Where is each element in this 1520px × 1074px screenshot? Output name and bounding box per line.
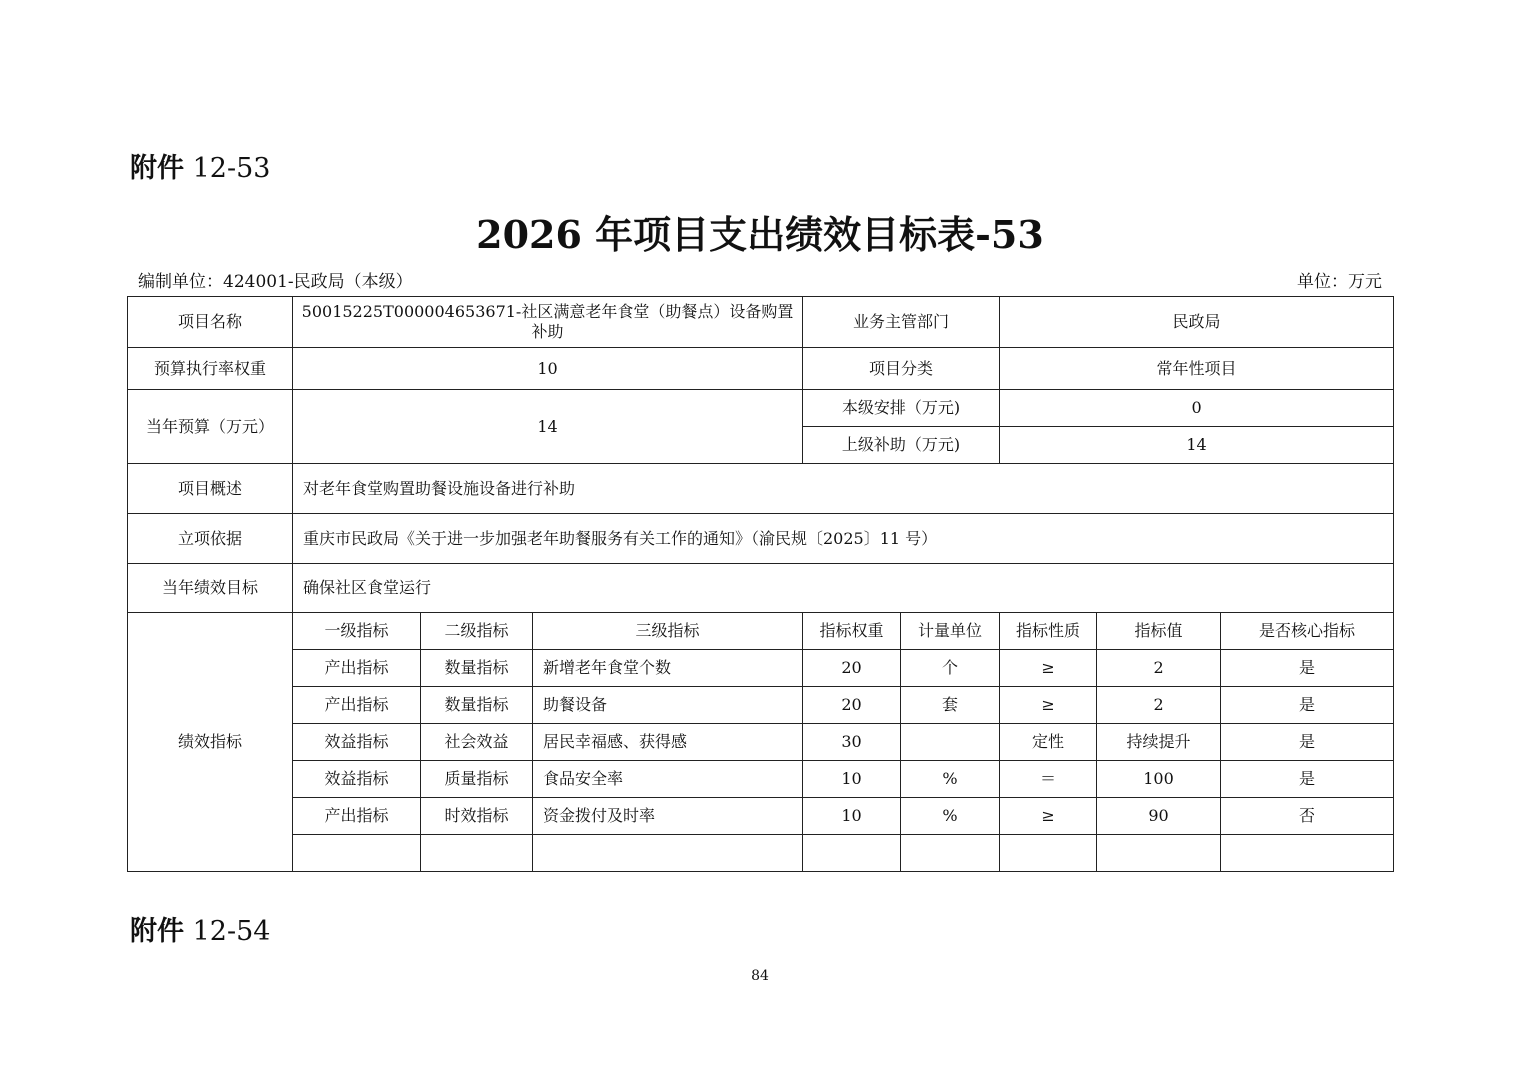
indicator-cell: 资金拨付及时率: [533, 798, 803, 835]
table-row: [128, 297, 1394, 348]
indicator-cell: 质量指标: [421, 761, 533, 798]
indicator-cell: ≥: [1000, 650, 1097, 687]
column-header: 二级指标: [421, 613, 533, 650]
indicator-cell: 30: [803, 724, 901, 761]
unit-label: 单位：万元: [1297, 272, 1382, 292]
indicator-row: [128, 761, 1394, 798]
indicator-cell: 是: [1221, 687, 1394, 724]
indicator-cell: [533, 835, 803, 872]
indicator-row-empty: [128, 835, 1394, 872]
indicator-cell: 定性: [1000, 724, 1097, 761]
indicator-cell: 是: [1221, 724, 1394, 761]
local-label: 本级安排（万元): [803, 390, 1000, 427]
table-row: [128, 348, 1394, 390]
indicator-cell: 2: [1097, 650, 1221, 687]
indicator-cell: 社会效益: [421, 724, 533, 761]
weight-value: 10: [293, 348, 803, 390]
indicator-cell: [901, 835, 1000, 872]
indicator-cell: [1097, 835, 1221, 872]
indicator-cell: ＝: [1000, 761, 1097, 798]
indicator-cell: ≥: [1000, 687, 1097, 724]
attachment-heading: [130, 146, 270, 185]
indicator-cell: 10: [803, 761, 901, 798]
indicator-row: [128, 798, 1394, 835]
indicator-row: [128, 687, 1394, 724]
indicator-cell: [901, 724, 1000, 761]
column-header: 一级指标: [293, 613, 421, 650]
overview-value: 对老年食堂购置助餐设施设备进行补助: [293, 464, 1394, 514]
indicator-cell: [1000, 835, 1097, 872]
indicator-cell: 产出指标: [293, 650, 421, 687]
column-header: 指标权重: [803, 613, 901, 650]
budget-label: 当年预算（万元）: [128, 390, 293, 464]
compiling-unit: 编制单位：424001-民政局（本级）: [138, 272, 413, 292]
column-header: 指标值: [1097, 613, 1221, 650]
indicator-cell: %: [901, 761, 1000, 798]
indicator-cell: 是: [1221, 650, 1394, 687]
indicator-cell: 20: [803, 650, 901, 687]
indicator-cell: 90: [1097, 798, 1221, 835]
superior-value: 14: [1000, 427, 1394, 464]
project-name-label: 项目名称: [128, 297, 293, 348]
indicator-cell: 数量指标: [421, 650, 533, 687]
indicator-cell: 100: [1097, 761, 1221, 798]
budget-value: 14: [293, 390, 803, 464]
indicator-header-row: [128, 613, 1394, 650]
superior-label: 上级补助（万元): [803, 427, 1000, 464]
column-header: 计量单位: [901, 613, 1000, 650]
column-header: 是否核心指标: [1221, 613, 1394, 650]
table-row: [128, 564, 1394, 613]
page-number: 84: [751, 968, 769, 984]
indicator-cell: 数量指标: [421, 687, 533, 724]
indicator-cell: 是: [1221, 761, 1394, 798]
indicator-cell: 20: [803, 687, 901, 724]
performance-target-table: [127, 296, 1394, 872]
table-row: [128, 514, 1394, 564]
category-label: 项目分类: [803, 348, 1000, 390]
dept-label: 业务主管部门: [803, 297, 1000, 348]
indicator-cell: [293, 835, 421, 872]
indicator-cell: %: [901, 798, 1000, 835]
indicator-cell: 时效指标: [421, 798, 533, 835]
indicator-cell: 新增老年食堂个数: [533, 650, 803, 687]
indicator-cell: [803, 835, 901, 872]
dept-value: 民政局: [1000, 297, 1394, 348]
goal-label: 当年绩效目标: [128, 564, 293, 613]
overview-label: 项目概述: [128, 464, 293, 514]
goal-value: 确保社区食堂运行: [293, 564, 1394, 613]
indicator-cell: [1221, 835, 1394, 872]
indicator-cell: 产出指标: [293, 687, 421, 724]
indicator-cell: 产出指标: [293, 798, 421, 835]
indicator-row: [128, 650, 1394, 687]
indicator-cell: ≥: [1000, 798, 1097, 835]
attachment-number: 12-54: [192, 916, 271, 947]
next-attachment-heading: [130, 909, 270, 948]
column-header: 指标性质: [1000, 613, 1097, 650]
page-title: 2026 年项目支出绩效目标表-53: [476, 212, 1044, 257]
attachment-label: 附件: [130, 916, 184, 947]
local-value: 0: [1000, 390, 1394, 427]
indicator-cell: 持续提升: [1097, 724, 1221, 761]
table-row: [128, 390, 1394, 427]
project-name-value: 50015225T000004653671-社区满意老年食堂（助餐点）设备购置补助: [293, 297, 803, 348]
indicator-cell: 套: [901, 687, 1000, 724]
indicator-cell: 效益指标: [293, 761, 421, 798]
basis-value: 重庆市民政局《关于进一步加强老年助餐服务有关工作的通知》（渝民规〔2025〕11 号）: [293, 514, 1394, 564]
indicator-cell: 助餐设备: [533, 687, 803, 724]
weight-label: 预算执行率权重: [128, 348, 293, 390]
attachment-number: 12-53: [192, 153, 271, 184]
indicator-cell: 10: [803, 798, 901, 835]
attachment-label: 附件: [130, 153, 184, 184]
indicator-cell: [421, 835, 533, 872]
indicator-cell: 2: [1097, 687, 1221, 724]
indicator-row: [128, 724, 1394, 761]
category-value: 常年性项目: [1000, 348, 1394, 390]
table-row: [128, 464, 1394, 514]
indicator-cell: 居民幸福感、获得感: [533, 724, 803, 761]
column-header: 三级指标: [533, 613, 803, 650]
indicator-cell: 个: [901, 650, 1000, 687]
indicator-cell: 否: [1221, 798, 1394, 835]
basis-label: 立项依据: [128, 514, 293, 564]
indicator-cell: 效益指标: [293, 724, 421, 761]
indicator-cell: 食品安全率: [533, 761, 803, 798]
indicators-section-label: 绩效指标: [128, 613, 293, 872]
